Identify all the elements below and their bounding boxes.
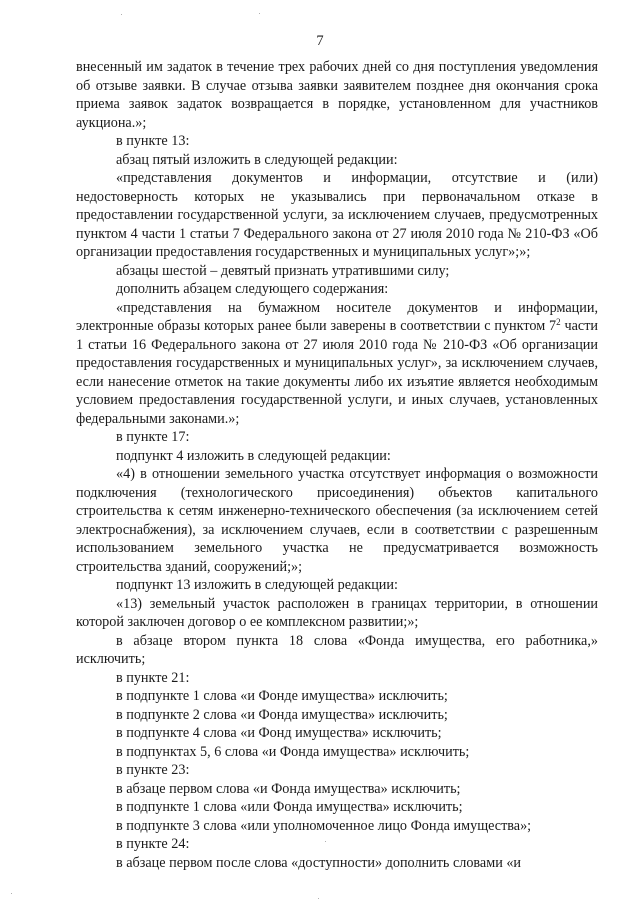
- paragraph: в подпункте 2 слова «и Фонда имущества» исключить;: [116, 706, 448, 723]
- paragraph: дополнить абзацем следующего содержания:: [116, 281, 389, 297]
- paragraph: «4) в отношении земельного участка отсутствует информация о возможности подключения (технологического присоединения) объектов капитального строительства к сетям инженерно-технического обеспечения (за исключением сетей электроснабжения), за исключением случаев, если в соответствии с разрешенным использованием земельного участка не предусматривается возможность строительства зданий, сооружений;»;: [76, 466, 598, 575]
- paragraph: в подпункте 3 слова «или уполномоченное лицо Фонда имущества»;: [116, 817, 532, 834]
- paragraph: в абзаце первом после слова «доступности» дополнить словами «и: [116, 854, 522, 871]
- paragraph: в подпунктах 5, 6 слова «и Фонда имущества» исключить;: [116, 743, 470, 760]
- paragraph: абзац пятый изложить в следующей редакции:: [116, 151, 398, 168]
- scan-speck: [259, 13, 260, 14]
- page-number: 7: [316, 33, 324, 49]
- paragraph: подпункт 13 изложить в следующей редакции:: [116, 577, 398, 593]
- paragraph: в подпункте 4 слова «и Фонд имущества» исключить;: [116, 725, 442, 741]
- document-body: [76, 58, 598, 872]
- superscript: 2: [556, 317, 561, 327]
- paragraph: в абзаце первом слова «и Фонда имущества» исключить;: [116, 780, 461, 797]
- paragraph: в пункте 17:: [116, 429, 190, 445]
- scan-speck: [11, 893, 12, 894]
- scan-speck: [121, 14, 122, 15]
- paragraph: в абзаце втором пункта 18 слова «Фонда имущества, его работника,» исключить;: [76, 632, 598, 667]
- paragraph: «представления документов и информации, отсутствие и (или) недостоверность которых не указывались при первоначальном отказе в предоставлении государственной услуги, за исключением случаев, предусмотренных пунктом 4 части 1 статьи 7 Федерального закона от 27 июля 2010 года № 210-ФЗ «Об организации предоставления государственных и муниципальных услуг»;»;: [76, 170, 598, 260]
- paragraph-continuation: внесенный им задаток в течение трех рабочих дней со дня поступления уведомления об отзыве заявки. В случае отзыва заявки заявителем позднее дня окончания срока приема заявок задаток возвращается в порядке, установленном для участников аукциона.»;: [76, 59, 598, 131]
- paragraph-with-superscript: [76, 299, 598, 429]
- paragraph: в подпункте 1 слова «и Фонде имущества» исключить;: [116, 688, 448, 704]
- paragraph: подпункт 4 изложить в следующей редакции:: [116, 447, 391, 464]
- paragraph: в подпункте 1 слова «или Фонда имущества» исключить;: [116, 799, 463, 815]
- paragraph-text: «представления на бумажном носителе документов и информации, электронные образы которых ранее были заверены в соответствии с пунктом 7: [76, 299, 598, 334]
- scan-speck: [325, 841, 326, 842]
- paragraph: в пункте 21:: [116, 669, 190, 686]
- paragraph: в пункте 13:: [116, 133, 190, 149]
- paragraph: в пункте 24:: [116, 836, 190, 852]
- scan-speck: [318, 898, 319, 899]
- paragraph: абзацы шестой – девятый признать утратившими силу;: [116, 262, 450, 279]
- paragraph-text: части 1 статьи 16 Федерального закона от 27 июля 2010 года № 210-ФЗ «Об организации предоставления государственных и муниципальных услуг», за исключением случаев, если нанесение отметок на такие документы либо их изъятие является необходимым условием предоставления государственной услуги, и иных случаев, установленных федеральными законами.»;: [76, 318, 598, 427]
- paragraph: в пункте 23:: [116, 762, 190, 778]
- paragraph: «13) земельный участок расположен в границах территории, в отношении которой заключен договор о ее комплексном развитии;»;: [76, 595, 598, 630]
